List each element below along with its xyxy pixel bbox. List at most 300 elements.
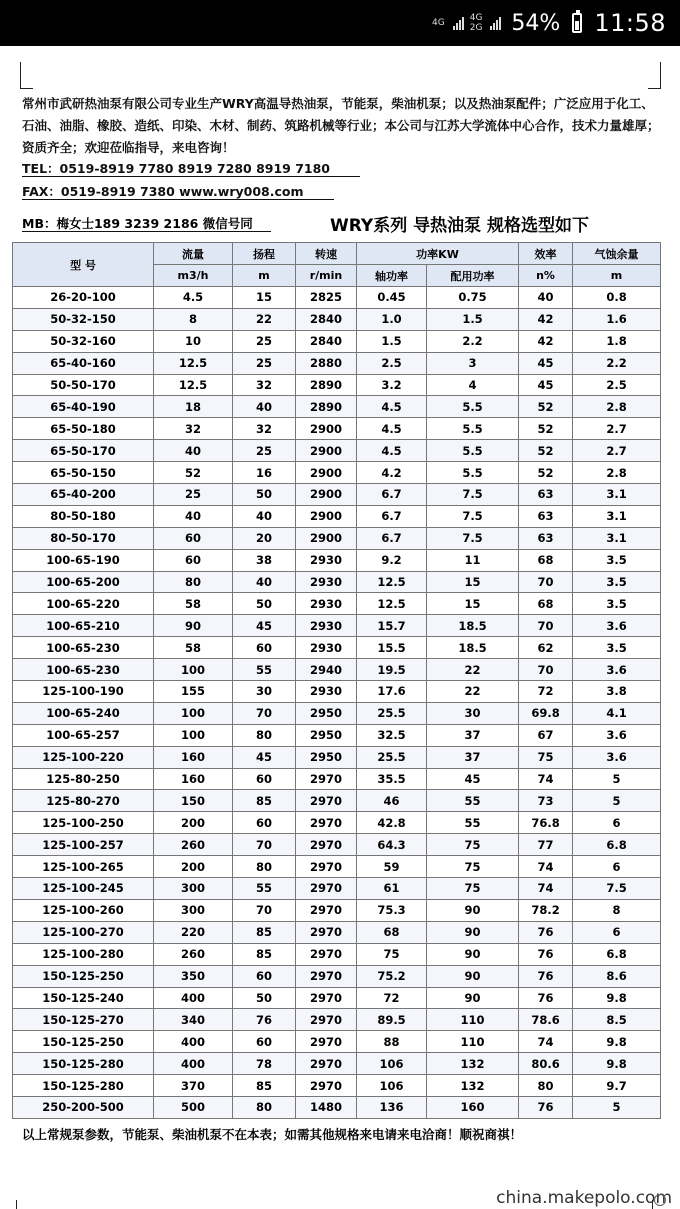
header-efficiency: 效率 (519, 243, 573, 265)
table-row (13, 1096, 661, 1118)
header-head: 扬程 (233, 243, 296, 265)
cell-shaft-power: 46 (357, 790, 427, 812)
cell-model: 150-125-250 (13, 965, 154, 987)
cell-speed: 2970 (296, 878, 357, 900)
clock: 11:58 (594, 9, 666, 37)
cell-model: 65-40-190 (13, 396, 154, 418)
cell-speed: 2900 (296, 505, 357, 527)
cell-speed: 2950 (296, 724, 357, 746)
cell-speed: 2825 (296, 287, 357, 309)
header-head-unit: m (233, 265, 296, 287)
header-speed-unit: r/min (296, 265, 357, 287)
cell-flow: 260 (154, 943, 233, 965)
table-row (13, 899, 661, 921)
cell-head: 50 (233, 593, 296, 615)
cell-model: 150-125-270 (13, 1009, 154, 1031)
table-row (13, 396, 661, 418)
cell-speed: 2900 (296, 484, 357, 506)
cell-npsh: 3.6 (573, 724, 661, 746)
cell-head: 80 (233, 1096, 296, 1118)
cell-shaft-power: 4.5 (357, 396, 427, 418)
cell-motor-power: 5.5 (427, 396, 519, 418)
table-row (13, 549, 661, 571)
cell-motor-power: 2.2 (427, 330, 519, 352)
cell-npsh: 3.1 (573, 484, 661, 506)
cell-model: 100-65-220 (13, 593, 154, 615)
cell-npsh: 1.8 (573, 330, 661, 352)
cell-model: 125-80-270 (13, 790, 154, 812)
table-row (13, 440, 661, 462)
cell-efficiency: 78.2 (519, 899, 573, 921)
network-indicator-2: 4G 2G (469, 13, 483, 33)
cell-head: 40 (233, 571, 296, 593)
cell-motor-power: 90 (427, 899, 519, 921)
cell-efficiency: 52 (519, 418, 573, 440)
cell-motor-power: 22 (427, 659, 519, 681)
cell-speed: 2950 (296, 746, 357, 768)
cell-efficiency: 52 (519, 440, 573, 462)
cell-model: 50-50-170 (13, 374, 154, 396)
cell-motor-power: 90 (427, 965, 519, 987)
cell-model: 65-50-180 (13, 418, 154, 440)
cell-speed: 1480 (296, 1096, 357, 1118)
cell-model: 100-65-190 (13, 549, 154, 571)
cell-speed: 2940 (296, 659, 357, 681)
cell-motor-power: 18.5 (427, 637, 519, 659)
cell-speed: 2970 (296, 921, 357, 943)
cell-shaft-power: 4.5 (357, 440, 427, 462)
cell-flow: 80 (154, 571, 233, 593)
table-row (13, 659, 661, 681)
cell-shaft-power: 89.5 (357, 1009, 427, 1031)
cell-flow: 58 (154, 637, 233, 659)
table-row (13, 330, 661, 352)
cell-motor-power: 55 (427, 812, 519, 834)
cell-head: 76 (233, 1009, 296, 1031)
table-row (13, 768, 661, 790)
cell-model: 125-100-245 (13, 878, 154, 900)
cell-model: 100-65-257 (13, 724, 154, 746)
cell-shaft-power: 12.5 (357, 593, 427, 615)
cell-efficiency: 68 (519, 549, 573, 571)
cell-speed: 2970 (296, 790, 357, 812)
cell-motor-power: 5.5 (427, 462, 519, 484)
cell-shaft-power: 15.5 (357, 637, 427, 659)
cell-shaft-power: 25.5 (357, 746, 427, 768)
cell-shaft-power: 64.3 (357, 834, 427, 856)
cell-shaft-power: 1.5 (357, 330, 427, 352)
cell-speed: 2970 (296, 899, 357, 921)
cell-shaft-power: 3.2 (357, 374, 427, 396)
cell-npsh: 5 (573, 790, 661, 812)
cell-shaft-power: 17.6 (357, 681, 427, 703)
cell-model: 125-100-265 (13, 856, 154, 878)
table-row (13, 681, 661, 703)
cell-model: 100-65-210 (13, 615, 154, 637)
cell-npsh: 6.8 (573, 834, 661, 856)
cell-efficiency: 76.8 (519, 812, 573, 834)
cell-speed: 2970 (296, 856, 357, 878)
cell-model: 65-50-170 (13, 440, 154, 462)
cell-shaft-power: 68 (357, 921, 427, 943)
cell-speed: 2880 (296, 352, 357, 374)
cell-speed: 2930 (296, 615, 357, 637)
table-row (13, 878, 661, 900)
cell-efficiency: 76 (519, 965, 573, 987)
signal-icon (490, 16, 501, 30)
cell-head: 78 (233, 1053, 296, 1075)
cell-npsh: 0.8 (573, 287, 661, 309)
cell-npsh: 1.6 (573, 308, 661, 330)
cell-shaft-power: 4.2 (357, 462, 427, 484)
cell-npsh: 6 (573, 856, 661, 878)
cell-speed: 2930 (296, 637, 357, 659)
cell-head: 15 (233, 287, 296, 309)
cell-motor-power: 5.5 (427, 418, 519, 440)
tel-line: TEL：0519-8919 7780 8919 7280 8919 7180 (22, 159, 360, 177)
cell-speed: 2970 (296, 943, 357, 965)
mobile-line: MB：梅女士189 3239 2186 微信号同 (22, 214, 271, 232)
cell-head: 25 (233, 352, 296, 374)
cell-head: 70 (233, 899, 296, 921)
cell-model: 125-100-220 (13, 746, 154, 768)
table-row (13, 462, 661, 484)
cell-flow: 60 (154, 549, 233, 571)
table-row (13, 746, 661, 768)
table-row (13, 834, 661, 856)
cell-motor-power: 3 (427, 352, 519, 374)
cell-shaft-power: 61 (357, 878, 427, 900)
cell-motor-power: 75 (427, 834, 519, 856)
header-flow-unit: m3/h (154, 265, 233, 287)
company-intro: 常州市武研热油泵有限公司专业生产WRY高温导热油泵，节能泵，柴油机泵；以及热油泵配件；广泛应用于化工、石油、油脂、橡胶、造纸、印染、木材、制药、筑路机械等行业；本公司与江苏大学流体中心合作，技术力量雄厚；资质齐全；欢迎莅临指导，来电咨询！ (22, 96, 660, 155)
cell-motor-power: 1.5 (427, 308, 519, 330)
table-row (13, 921, 661, 943)
table-row (13, 987, 661, 1009)
table-row (13, 790, 661, 812)
cell-npsh: 3.5 (573, 571, 661, 593)
cell-flow: 12.5 (154, 352, 233, 374)
cell-head: 32 (233, 374, 296, 396)
cell-npsh: 9.8 (573, 1053, 661, 1075)
cell-efficiency: 76 (519, 921, 573, 943)
crop-mark-icon (16, 1200, 17, 1209)
cell-model: 50-32-160 (13, 330, 154, 352)
cell-motor-power: 0.75 (427, 287, 519, 309)
cell-efficiency: 74 (519, 1031, 573, 1053)
cell-efficiency: 40 (519, 287, 573, 309)
table-row (13, 593, 661, 615)
cell-efficiency: 75 (519, 746, 573, 768)
cell-motor-power: 75 (427, 878, 519, 900)
cell-head: 85 (233, 790, 296, 812)
cell-model: 125-100-270 (13, 921, 154, 943)
header-model: 型 号 (13, 243, 154, 287)
footnote: 以上常规泵参数，节能泵、柴油机泵不在本表；如需其他规格来电请来电洽商！顺祝商祺！ (22, 1127, 523, 1142)
cell-flow: 40 (154, 505, 233, 527)
table-row (13, 965, 661, 987)
cell-efficiency: 63 (519, 505, 573, 527)
cell-motor-power: 15 (427, 593, 519, 615)
cell-model: 100-65-240 (13, 702, 154, 724)
table-row (13, 527, 661, 549)
cell-flow: 32 (154, 418, 233, 440)
cell-head: 30 (233, 681, 296, 703)
cell-motor-power: 132 (427, 1075, 519, 1097)
table-row (13, 1075, 661, 1097)
table-row (13, 571, 661, 593)
cell-head: 16 (233, 462, 296, 484)
cell-shaft-power: 35.5 (357, 768, 427, 790)
cell-head: 85 (233, 943, 296, 965)
cell-npsh: 5 (573, 768, 661, 790)
cell-flow: 4.5 (154, 287, 233, 309)
cell-model: 250-200-500 (13, 1096, 154, 1118)
cell-model: 100-65-230 (13, 637, 154, 659)
cell-efficiency: 76 (519, 943, 573, 965)
table-row (13, 1031, 661, 1053)
cell-model: 65-50-150 (13, 462, 154, 484)
cell-head: 85 (233, 1075, 296, 1097)
header-flow: 流量 (154, 243, 233, 265)
cell-model: 50-32-150 (13, 308, 154, 330)
battery-icon (572, 13, 582, 33)
cell-shaft-power: 32.5 (357, 724, 427, 746)
cell-npsh: 2.8 (573, 462, 661, 484)
cell-model: 125-100-260 (13, 899, 154, 921)
cell-speed: 2900 (296, 462, 357, 484)
cell-model: 100-65-200 (13, 571, 154, 593)
cell-speed: 2840 (296, 330, 357, 352)
cell-flow: 300 (154, 899, 233, 921)
cell-flow: 12.5 (154, 374, 233, 396)
cell-flow: 500 (154, 1096, 233, 1118)
cell-efficiency: 63 (519, 484, 573, 506)
cell-flow: 160 (154, 768, 233, 790)
table-row (13, 1009, 661, 1031)
cell-motor-power: 45 (427, 768, 519, 790)
cell-head: 60 (233, 812, 296, 834)
cell-efficiency: 74 (519, 768, 573, 790)
cell-flow: 200 (154, 812, 233, 834)
cell-head: 80 (233, 856, 296, 878)
cell-npsh: 6 (573, 812, 661, 834)
header-motor-power: 配用功率 (427, 265, 519, 287)
cell-efficiency: 80.6 (519, 1053, 573, 1075)
cell-model: 125-80-250 (13, 768, 154, 790)
cell-head: 60 (233, 637, 296, 659)
cell-speed: 2900 (296, 418, 357, 440)
cell-npsh: 8.5 (573, 1009, 661, 1031)
cell-npsh: 2.7 (573, 418, 661, 440)
cell-flow: 90 (154, 615, 233, 637)
page-title: WRY系列 导热油泵 规格选型如下 (330, 216, 590, 236)
cell-speed: 2970 (296, 987, 357, 1009)
cell-motor-power: 37 (427, 724, 519, 746)
cell-shaft-power: 75.3 (357, 899, 427, 921)
cell-shaft-power: 75 (357, 943, 427, 965)
cell-head: 60 (233, 1031, 296, 1053)
cell-efficiency: 42 (519, 308, 573, 330)
cell-npsh: 7.5 (573, 878, 661, 900)
cell-speed: 2900 (296, 440, 357, 462)
cell-speed: 2900 (296, 527, 357, 549)
cell-flow: 155 (154, 681, 233, 703)
header-npsh-unit: m (573, 265, 661, 287)
cell-flow: 400 (154, 1031, 233, 1053)
cell-flow: 400 (154, 1053, 233, 1075)
cell-motor-power: 5.5 (427, 440, 519, 462)
cell-motor-power: 75 (427, 856, 519, 878)
fax-line: FAX：0519-8919 7380 www.wry008.com (22, 182, 334, 200)
cell-speed: 2930 (296, 571, 357, 593)
cell-shaft-power: 6.7 (357, 527, 427, 549)
cell-model: 150-125-280 (13, 1075, 154, 1097)
cell-shaft-power: 88 (357, 1031, 427, 1053)
cell-flow: 370 (154, 1075, 233, 1097)
cell-npsh: 2.7 (573, 440, 661, 462)
cell-shaft-power: 0.45 (357, 287, 427, 309)
cell-efficiency: 76 (519, 987, 573, 1009)
cell-model: 65-40-160 (13, 352, 154, 374)
cell-flow: 400 (154, 987, 233, 1009)
signal-icon (453, 16, 464, 30)
cell-motor-power: 4 (427, 374, 519, 396)
cell-model: 150-125-280 (13, 1053, 154, 1075)
cell-flow: 100 (154, 702, 233, 724)
cell-efficiency: 69.8 (519, 702, 573, 724)
table-row (13, 505, 661, 527)
cell-motor-power: 30 (427, 702, 519, 724)
header-shaft-power: 轴功率 (357, 265, 427, 287)
table-row (13, 418, 661, 440)
table-row (13, 484, 661, 506)
cell-flow: 150 (154, 790, 233, 812)
cell-head: 25 (233, 330, 296, 352)
cell-speed: 2950 (296, 702, 357, 724)
cell-efficiency: 73 (519, 790, 573, 812)
cell-head: 50 (233, 484, 296, 506)
cell-motor-power: 7.5 (427, 484, 519, 506)
cell-speed: 2970 (296, 1075, 357, 1097)
table-row (13, 724, 661, 746)
cell-motor-power: 22 (427, 681, 519, 703)
cell-model: 125-100-190 (13, 681, 154, 703)
cell-speed: 2970 (296, 812, 357, 834)
cell-efficiency: 45 (519, 352, 573, 374)
cell-npsh: 3.6 (573, 746, 661, 768)
cell-flow: 8 (154, 308, 233, 330)
table-row (13, 308, 661, 330)
cell-efficiency: 70 (519, 571, 573, 593)
cell-npsh: 9.7 (573, 1075, 661, 1097)
cell-speed: 2970 (296, 1053, 357, 1075)
cell-head: 45 (233, 615, 296, 637)
battery-percent: 54% (511, 10, 561, 36)
cell-flow: 350 (154, 965, 233, 987)
cell-head: 38 (233, 549, 296, 571)
cell-motor-power: 132 (427, 1053, 519, 1075)
cell-efficiency: 74 (519, 878, 573, 900)
cell-efficiency: 52 (519, 462, 573, 484)
cell-head: 22 (233, 308, 296, 330)
cell-npsh: 2.8 (573, 396, 661, 418)
cell-npsh: 3.5 (573, 593, 661, 615)
cell-npsh: 3.8 (573, 681, 661, 703)
cell-motor-power: 55 (427, 790, 519, 812)
cell-npsh: 9.8 (573, 1031, 661, 1053)
cell-npsh: 2.2 (573, 352, 661, 374)
cell-npsh: 9.8 (573, 987, 661, 1009)
cell-head: 45 (233, 746, 296, 768)
watermark: china.makepolo.com (496, 1188, 672, 1208)
cell-efficiency: 74 (519, 856, 573, 878)
cell-speed: 2970 (296, 965, 357, 987)
cell-efficiency: 52 (519, 396, 573, 418)
table-row (13, 702, 661, 724)
cell-shaft-power: 1.0 (357, 308, 427, 330)
cell-model: 150-125-240 (13, 987, 154, 1009)
cell-head: 32 (233, 418, 296, 440)
cell-shaft-power: 42.8 (357, 812, 427, 834)
cell-head: 55 (233, 659, 296, 681)
table-row (13, 637, 661, 659)
cell-model: 80-50-170 (13, 527, 154, 549)
cell-flow: 100 (154, 659, 233, 681)
cell-head: 60 (233, 768, 296, 790)
cell-head: 25 (233, 440, 296, 462)
cell-flow: 340 (154, 1009, 233, 1031)
cell-motor-power: 37 (427, 746, 519, 768)
cell-speed: 2970 (296, 768, 357, 790)
cell-shaft-power: 72 (357, 987, 427, 1009)
cell-motor-power: 90 (427, 921, 519, 943)
cell-speed: 2970 (296, 1031, 357, 1053)
cell-npsh: 3.5 (573, 549, 661, 571)
cell-efficiency: 76 (519, 1096, 573, 1118)
crop-mark-icon (648, 62, 661, 89)
cell-speed: 2890 (296, 374, 357, 396)
cell-motor-power: 90 (427, 943, 519, 965)
cell-shaft-power: 4.5 (357, 418, 427, 440)
cell-model: 65-40-200 (13, 484, 154, 506)
cell-flow: 200 (154, 856, 233, 878)
cell-speed: 2840 (296, 308, 357, 330)
cell-motor-power: 7.5 (427, 527, 519, 549)
cell-shaft-power: 136 (357, 1096, 427, 1118)
cell-shaft-power: 19.5 (357, 659, 427, 681)
cell-npsh: 5 (573, 1096, 661, 1118)
cell-flow: 18 (154, 396, 233, 418)
cell-motor-power: 110 (427, 1009, 519, 1031)
cell-head: 60 (233, 965, 296, 987)
cell-efficiency: 67 (519, 724, 573, 746)
cell-model: 26-20-100 (13, 287, 154, 309)
cell-speed: 2930 (296, 549, 357, 571)
cell-npsh: 4.1 (573, 702, 661, 724)
cell-efficiency: 42 (519, 330, 573, 352)
cell-motor-power: 110 (427, 1031, 519, 1053)
spec-table-body (13, 287, 661, 1119)
cell-flow: 300 (154, 878, 233, 900)
cell-efficiency: 72 (519, 681, 573, 703)
cell-flow: 160 (154, 746, 233, 768)
network-indicator-1: 4G (432, 18, 445, 28)
cell-npsh: 6.8 (573, 943, 661, 965)
cell-head: 20 (233, 527, 296, 549)
cell-npsh: 8.6 (573, 965, 661, 987)
cell-speed: 2970 (296, 1009, 357, 1031)
